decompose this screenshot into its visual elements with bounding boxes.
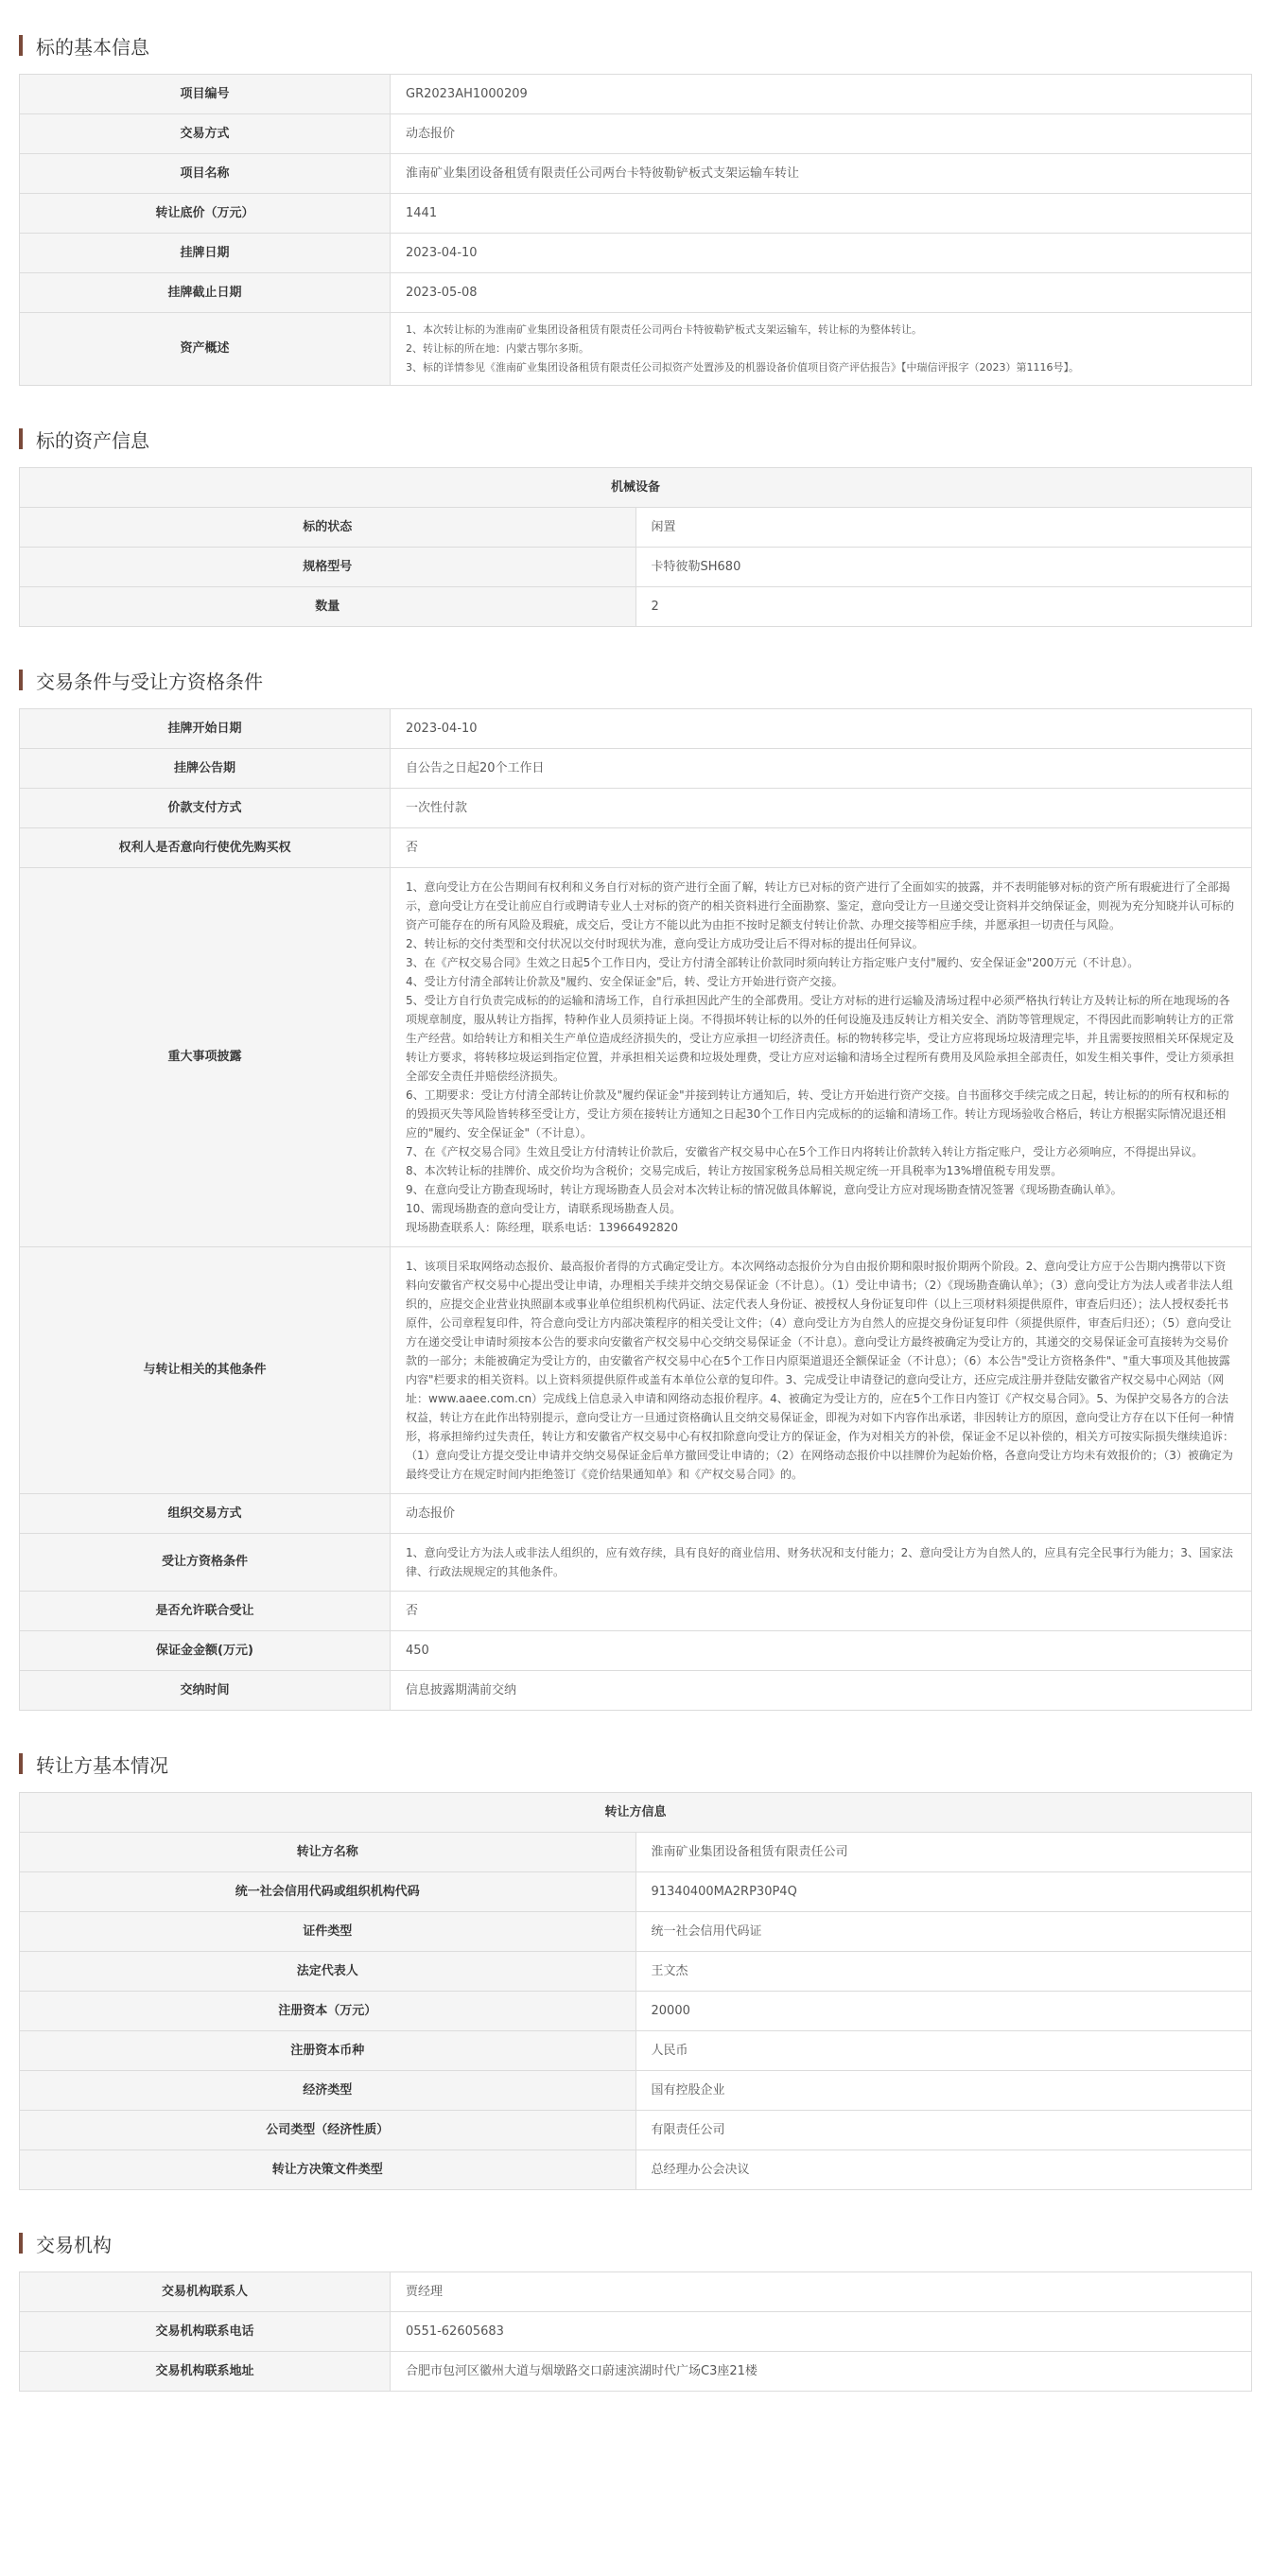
- section-title: [19, 661, 1252, 699]
- row-label: 规格型号: [20, 548, 636, 587]
- row-label: 经济类型: [20, 2071, 636, 2111]
- row-value: 450: [391, 1631, 1252, 1671]
- row-value: 2: [636, 587, 1252, 627]
- table-row: [20, 273, 1252, 313]
- row-value: 国有控股企业: [636, 2071, 1252, 2111]
- row-value: 总经理办公会决议: [636, 2150, 1252, 2190]
- table-header-row: [20, 468, 1252, 508]
- trade-agency-table: [19, 2271, 1252, 2392]
- row-label: 资产概述: [20, 313, 391, 386]
- row-value: 1、本次转让标的为淮南矿业集团设备租赁有限责任公司两台卡特彼勒铲板式支架运输车，转让标的为整体转让。 2、转让标的所在地：内蒙古鄂尔多斯。 3、标的详情参见《淮南矿业集团设备租赁有限责任公司拟资产处置涉及的机器设备价值项目资产评估报告》【中瑞信评报字（2023）第1116号】。: [391, 313, 1252, 386]
- table-row: [20, 1833, 1252, 1872]
- row-label: 挂牌公告期: [20, 749, 391, 789]
- row-label: 注册资本（万元）: [20, 1992, 636, 2031]
- row-value: 动态报价: [391, 1494, 1252, 1534]
- row-label: 交纳时间: [20, 1671, 391, 1711]
- row-label: 转让方名称: [20, 1833, 636, 1872]
- table-row: [20, 2312, 1252, 2352]
- table-row: [20, 2071, 1252, 2111]
- row-value: 1、意向受让方在公告期间有权利和义务自行对标的资产进行全面了解，转让方已对标的资产进行了全面如实的披露，并不表明能够对标的资产所有瑕疵进行了全部揭示，意向受让方在受让前应自行或聘请专业人士对标的资产的相关资料进行全面勘察、鉴定，意向受让方一旦递交受让资料并交纳保证金，则视为充分知晓并认可标的资产可能存在的所有风险及瑕疵，成交后，受让方不能以此为由拒不按时足额支付转让价款、办理交接等相应手续，并愿承担一切责任与风险。 2、转让标的交付类型和交付状况以交付时现状为准，意向受让方成功受让后不得对标的提出任何异议。 3、在《产权交易合同》生效之日起5个工作日内，受让方付清全部转让价款同时须向转让方指定账户支付"履约、安全保证金"200万元（不计息）。 4、受让方付清全部转让价款及"履约、安全保证金"后，转、受让方开始进行资产交接。 5、受让方自行负责完成标的的运输和清场工作，自行承担因此产生的全部费用。受让方对标的进行运输及清场过程中必须严格执行转让方及转让标的所在地现场的各项规章制度，服从转让方指挥，特种作业人员须持证上岗。不得损坏转让标的以外的任何设施及违反转让方相关安全、消防等管理规定，不得因此而影响转让方的正常生产经营。如给转让方和相关生产单位造成经济损失的，受让方应承担一切经济责任。标的物转移完毕，受让方应将现场垃圾清理完毕，并且需要按照相关环保规定及转让方要求，将转移垃圾运到指定位置，并承担相关运费和垃圾处理费，受让方应对运输和清场全过程所有费用及风险承担全部责任，如发生相关事件，受让方须承担全部安全责任并赔偿经济损失。 6、工期要求：受让方付清全部转让价款及"履约保证金"并接到转让方通知后，转、受让方开始进行资产交接。自书面移交手续完成之日起，转让标的的所有权和标的的毁损灭失等风险皆转移至受让方，受让方须在接转让方通知之日起30个工作日内完成标的的运输和清场工作。转让方现场验收合格后，转让方根据实际情况退还相应的"履约、安全保证金"（不计息）。 7、在《产权交易合同》生效且受让方付清转让价款后，安徽省产权交易中心在5个工作日内将转让价款转入转让方指定账户，受让方必须响应，不得提出异议。 8、本次转让标的挂牌价、成交价均为含税价；交易完成后，转让方按国家税务总局相关规定统一开具税率为13%增值税专用发票。 9、在意向受让方勘查现场时，转让方现场勘查人员会对本次转让标的情况做具体解说，意向受让方应对现场勘查情况签署《现场勘查确认单》。 10、需现场勘查的意向受让方，请联系现场勘查人员。 现场勘查联系人：陈经理，联系电话：13966492820: [391, 868, 1252, 1247]
- row-value: 统一社会信用代码证: [636, 1912, 1252, 1952]
- row-value: 否: [391, 1592, 1252, 1631]
- row-value: 1441: [391, 194, 1252, 234]
- row-label: 是否允许联合受让: [20, 1592, 391, 1631]
- row-label: 数量: [20, 587, 636, 627]
- table-row: [20, 2352, 1252, 2392]
- row-label: 重大事项披露: [20, 868, 391, 1247]
- table-row: [20, 868, 1252, 1247]
- trade-conditions-table: [19, 708, 1252, 1711]
- row-label: 法定代表人: [20, 1952, 636, 1992]
- row-label: 价款支付方式: [20, 789, 391, 828]
- table-row: [20, 828, 1252, 868]
- row-value: 动态报价: [391, 114, 1252, 154]
- row-value: 闲置: [636, 508, 1252, 548]
- row-label: 与转让相关的其他条件: [20, 1247, 391, 1494]
- row-label: 受让方资格条件: [20, 1534, 391, 1592]
- row-value: 2023-04-10: [391, 234, 1252, 273]
- row-label: 交易机构联系人: [20, 2272, 391, 2312]
- table-header-row: [20, 1793, 1252, 1833]
- section-title: [19, 26, 1252, 64]
- table-row: [20, 2272, 1252, 2312]
- section-title-text: 交易条件与受让方资格条件: [36, 670, 263, 693]
- table-row: [20, 1671, 1252, 1711]
- row-label: 挂牌日期: [20, 234, 391, 273]
- row-value: 卡特彼勒SH680: [636, 548, 1252, 587]
- row-value: 1、意向受让方为法人或非法人组织的，应有效存续，具有良好的商业信用、财务状况和支付能力；2、意向受让方为自然人的，应具有完全民事行为能力；3、国家法律、行政法规规定的其他条件。: [391, 1534, 1252, 1592]
- row-label: 交易机构联系地址: [20, 2352, 391, 2392]
- row-value: 人民币: [636, 2031, 1252, 2071]
- row-value: 淮南矿业集团设备租赁有限责任公司: [636, 1833, 1252, 1872]
- row-value: 2023-04-10: [391, 709, 1252, 749]
- row-label: 注册资本币种: [20, 2031, 636, 2071]
- table-row: [20, 75, 1252, 114]
- row-label: 统一社会信用代码或组织机构代码: [20, 1872, 636, 1912]
- table-row: [20, 1494, 1252, 1534]
- section-title-text: 标的资产信息: [36, 428, 149, 452]
- section-bar: [19, 35, 23, 56]
- table-row: [20, 749, 1252, 789]
- table-row: [20, 234, 1252, 273]
- section-trade-agency: [19, 2224, 1252, 2392]
- row-value: 淮南矿业集团设备租赁有限责任公司两台卡特彼勒铲板式支架运输车转让: [391, 154, 1252, 194]
- table-row: [20, 1631, 1252, 1671]
- row-label: 公司类型（经济性质）: [20, 2111, 636, 2150]
- table-row: [20, 789, 1252, 828]
- table-row: [20, 548, 1252, 587]
- row-value: 一次性付款: [391, 789, 1252, 828]
- table-row: [20, 2150, 1252, 2190]
- row-label: 项目名称: [20, 154, 391, 194]
- row-value: GR2023AH1000209: [391, 75, 1252, 114]
- section-bar: [19, 2233, 23, 2254]
- section-title-text: 转让方基本情况: [36, 1753, 168, 1777]
- row-label: 证件类型: [20, 1912, 636, 1952]
- row-value: 合肥市包河区徽州大道与烟墩路交口蔚速滨湖时代广场C3座21楼: [391, 2352, 1252, 2392]
- section-title-text: 交易机构: [36, 2233, 112, 2256]
- table-row: [20, 2031, 1252, 2071]
- table-row: [20, 1247, 1252, 1494]
- row-value: 有限责任公司: [636, 2111, 1252, 2150]
- row-value: 信息披露期满前交纳: [391, 1671, 1252, 1711]
- row-label: 保证金金额(万元): [20, 1631, 391, 1671]
- section-transferor-info: [19, 1745, 1252, 2190]
- row-label: 挂牌开始日期: [20, 709, 391, 749]
- section-title: [19, 2224, 1252, 2262]
- asset-info-table: [19, 467, 1252, 627]
- table-row: [20, 1952, 1252, 1992]
- row-label: 转让底价（万元）: [20, 194, 391, 234]
- table-row: [20, 114, 1252, 154]
- table-row: [20, 194, 1252, 234]
- basic-info-table: [19, 74, 1252, 386]
- transferor-info-table: [19, 1792, 1252, 2190]
- row-label: 转让方决策文件类型: [20, 2150, 636, 2190]
- row-value: 贾经理: [391, 2272, 1252, 2312]
- row-label: 标的状态: [20, 508, 636, 548]
- row-value: 1、该项目采取网络动态报价、最高报价者得的方式确定受让方。本次网络动态报价分为自由报价期和限时报价期两个阶段。2、意向受让方应于公告期内携带以下资料向安徽省产权交易中心提出受让申请，办理相关手续并交纳交易保证金（不计息）。（1）受让申请书；（2）《现场勘查确认单》；（3）意向受让方为法人或者非法人组织的，应提交企业营业执照副本或事业单位组织机构代码证、法定代表人身份证、被授权人身份证复印件（以上三项材料须提供原件，审查后归还）；法人授权委托书原件，公司章程复印件，符合意向受让方内部决策程序的相关受让文件；（4）意向受让方为自然人的应提交身份证复印件（须提供原件，审查后归还）；（5）意向受让方在递交受让申请时须按本公告的要求向安徽省产权交易中心交纳交易保证金（不计息）。意向受让方最终被确定为受让方的，其递交的交易保证金可直接转为交易价款的一部分；未能被确定为受让方的，由安徽省产权交易中心在5个工作日内原渠道退还全额保证金（不计息）；（6）本公告"受让方资格条件"、"重大事项及其他披露内容"栏要求的相关资料。以上资料须提供原件或盖有本单位公章的复印件。3、完成受让申请登记的意向受让方，还应完成注册并登陆安徽省产权交易中心网站（网址：www.aaee.com.cn）完成线上信息录入申请和网络动态报价程序。4、被确定为受让方的，应在5个工作日内签订《产权交易合同》。5、为保护交易各方的合法权益，转让方在此作出特别提示，意向受让方一旦通过资格确认且交纳交易保证金，即视为对如下内容作出承诺，非因转让方的原因，意向受让方存在以下任何一种情形，将承担缔约过失责任，转让方和安徽省产权交易中心有权扣除意向受让方的保证金，作为对相关方的补偿，保证金不足以补偿的，相关方可按实际损失继续追诉：（1）意向受让方提交受让申请并交纳交易保证金后单方撤回受让申请的；（2）在网络动态报价中以挂牌价为起始价格，各意向受让方均未有效报价的；（3）被确定为最终受让方在规定时间内拒绝签订《竞价结果通知单》和《产权交易合同》的。: [391, 1247, 1252, 1494]
- row-value: 20000: [636, 1992, 1252, 2031]
- table-row: [20, 154, 1252, 194]
- section-title: [19, 420, 1252, 458]
- table-row: [20, 508, 1252, 548]
- section-title: [19, 1745, 1252, 1783]
- table-header: 机械设备: [20, 468, 1252, 508]
- row-value: 0551-62605683: [391, 2312, 1252, 2352]
- section-asset-info: [19, 420, 1252, 627]
- row-value: 91340400MA2RP30P4Q: [636, 1872, 1252, 1912]
- row-label: 交易机构联系电话: [20, 2312, 391, 2352]
- section-basic-info: [19, 26, 1252, 386]
- section-trade-conditions: [19, 661, 1252, 1711]
- row-value: 王文杰: [636, 1952, 1252, 1992]
- row-value: 自公告之日起20个工作日: [391, 749, 1252, 789]
- table-row: [20, 1872, 1252, 1912]
- table-header: 转让方信息: [20, 1793, 1252, 1833]
- table-row: [20, 313, 1252, 386]
- section-bar: [19, 670, 23, 690]
- table-row: [20, 2111, 1252, 2150]
- row-value: 否: [391, 828, 1252, 868]
- table-row: [20, 1912, 1252, 1952]
- table-row: [20, 709, 1252, 749]
- table-row: [20, 1592, 1252, 1631]
- row-value: 2023-05-08: [391, 273, 1252, 313]
- row-label: 组织交易方式: [20, 1494, 391, 1534]
- section-bar: [19, 1753, 23, 1774]
- row-label: 交易方式: [20, 114, 391, 154]
- row-label: 挂牌截止日期: [20, 273, 391, 313]
- section-bar: [19, 428, 23, 449]
- row-label: 项目编号: [20, 75, 391, 114]
- table-row: [20, 587, 1252, 627]
- table-row: [20, 1992, 1252, 2031]
- row-label: 权利人是否意向行使优先购买权: [20, 828, 391, 868]
- table-row: [20, 1534, 1252, 1592]
- section-title-text: 标的基本信息: [36, 35, 149, 59]
